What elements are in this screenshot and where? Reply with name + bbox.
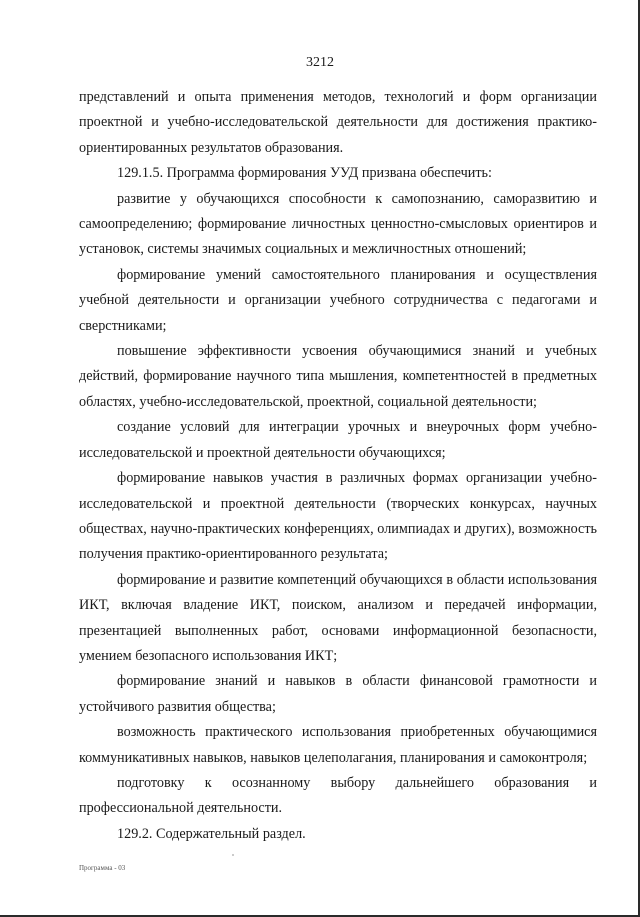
list-item-learning-efficiency: повышение эффективности усвоения обучающимися знаний и учебных действий, формирование научного типа мышления, компетентностей в предметных областях, учебно-исследовательской, проектной, социальной деятельности; xyxy=(79,343,597,410)
list-item-financial-literacy: формирование знаний и навыков в области финансовой грамотности и устойчивого развития общества; xyxy=(79,673,597,715)
section-heading-129-2: 129.2. Содержательный раздел. xyxy=(117,825,306,842)
list-item-participation-skills: формирование навыков участия в различных формах организации учебно-исследовательской и проектной деятельности (творческих конкурсах, научных обществах, научно-практических конференциях, олимпиадах и других), возможность получения практико-ориентированного результата; xyxy=(79,470,597,563)
list-item-communication-skills: возможность практического использования приобретенных обучающимися коммуникативных навыков, навыков целеполагания, планирования и самоконтроля; xyxy=(79,724,597,766)
list-item-self-development: развитие у обучающихся способности к самопознанию, саморазвитию и самоопределению; формирование личностных ценностно-смысловых ориентиров и установок, системы значимых социальных и межличностных отношений; xyxy=(79,190,597,258)
list-item-planning-skills: формирование умений самостоятельного планирования и осуществления учебной деятельности и организации учебного сотрудничества с педагогами и сверстниками; xyxy=(79,266,597,334)
list-item-career-preparation: подготовку к осознанному выбору дальнейшего образования и профессиональной деятельности. xyxy=(79,774,597,817)
section-heading-129-1-5: 129.1.5. Программа формирования УУД призвана обеспечить: xyxy=(117,165,492,182)
page-footer: Программа - 03 xyxy=(79,864,126,872)
scan-speck xyxy=(232,854,234,856)
list-item-ict-competence: формирование и развитие компетенций обучающихся в области использования ИКТ, включая владение ИКТ, поиском, анализом и передачей информации, презентацией выполненных работ, основами информационной безопасности, умением безопасного использования ИКТ; xyxy=(79,571,597,664)
list-item-integration-conditions: создание условий для интеграции урочных и внеурочных форм учебно-исследовательской и проектной деятельности обучающихся; xyxy=(79,419,597,461)
paragraph-continuation: представлений и опыта применения методов, технологий и форм организации проектной и учебно-исследовательской деятельности для достижения практико-ориентированных результатов образования. xyxy=(79,89,597,156)
document-body xyxy=(79,85,597,847)
page-number: 3212 xyxy=(306,55,334,70)
